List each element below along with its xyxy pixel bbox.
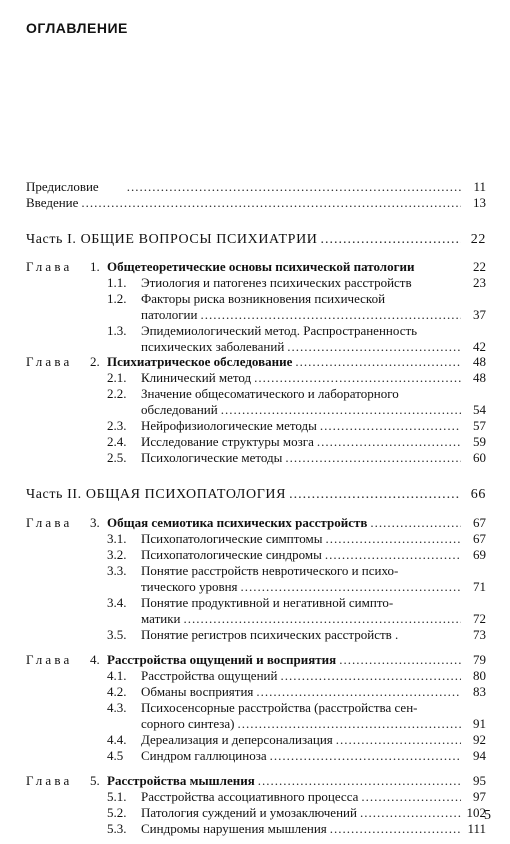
section-number: 4.3. (107, 700, 127, 715)
toc-page-number: 83 (473, 684, 486, 699)
toc-page-number: 102 (466, 805, 486, 820)
toc-page-number: 11 (473, 179, 486, 194)
leader-dots (280, 668, 461, 684)
section-number: 4.1. (107, 668, 127, 683)
toc-section-1-2-cont (141, 307, 464, 323)
section-number: 2.5. (107, 450, 127, 465)
toc-section-1-3[interactable] (141, 323, 464, 339)
toc-page-number: 22 (470, 232, 486, 247)
chapter-number: 5. (90, 773, 100, 788)
section-title: Синдромы нарушения мышления (141, 821, 327, 836)
section-title: Психологические методы (141, 450, 283, 465)
leader-dots (287, 339, 461, 355)
toc-section-3-3-cont (141, 579, 464, 595)
section-title: Факторы риска возникновения психической (141, 291, 386, 306)
toc-section-1-2[interactable] (141, 291, 464, 307)
page-title: ОГЛАВЛЕНИЕ (26, 20, 128, 36)
toc-page-number: 73 (473, 627, 486, 642)
section-title: Понятие расстройств невротического и психо- (141, 563, 399, 578)
toc-entry-label: Введение (26, 195, 79, 210)
section-title: обследований (141, 402, 218, 417)
section-title: Патология суждений и умозаключений (141, 805, 357, 820)
leader-dots (285, 450, 461, 466)
toc-page-number: 23 (473, 275, 486, 290)
toc-page-number: 57 (473, 418, 486, 433)
toc-page-number: 91 (473, 716, 486, 731)
section-number: 1.2. (107, 291, 127, 306)
toc-section-4-4[interactable] (141, 732, 464, 748)
section-title: Расстройства ощущений (141, 668, 278, 683)
toc-page-number: 48 (473, 354, 486, 369)
toc-section-3-4-cont (141, 611, 464, 627)
section-number: 2.1. (107, 370, 127, 385)
toc-section-1-3-cont (141, 339, 464, 355)
section-number: 3.5. (107, 627, 127, 642)
section-title: матики (141, 611, 181, 626)
leader-dots (289, 487, 461, 503)
leader-dots (238, 716, 461, 732)
section-number: 4.4. (107, 732, 127, 747)
toc-section-2-5[interactable] (141, 450, 464, 466)
chapter-prefix: Глава (26, 773, 73, 788)
toc-page-number: 60 (473, 450, 486, 465)
toc-section-2-2-cont (141, 402, 464, 418)
toc-entry-preface[interactable] (26, 179, 464, 195)
leader-dots (330, 821, 461, 837)
leader-dots (336, 732, 461, 748)
section-title: Исследование структуры мозга (141, 434, 314, 449)
section-title: Этиология и патогенез психических расстройств (141, 275, 412, 290)
leader-dots (325, 531, 461, 547)
section-number: 4.2. (107, 684, 127, 699)
toc-section-4-3-cont (141, 716, 464, 732)
leader-dots (256, 684, 461, 700)
toc-section-4-2[interactable] (141, 684, 464, 700)
leader-dots (258, 773, 461, 789)
section-title: Психопатологические симптомы (141, 531, 323, 546)
toc-chapter-5[interactable] (107, 773, 464, 789)
toc-part-label: Часть II. ОБЩАЯ ПСИХОПАТОЛОГИЯ (26, 487, 287, 502)
section-number: 1.1. (107, 275, 127, 290)
section-number: 2.4. (107, 434, 127, 449)
leader-dots (81, 195, 461, 211)
section-title: Психопатологические синдромы (141, 547, 322, 562)
leader-dots (361, 789, 461, 805)
chapter-prefix: Глава (26, 259, 73, 274)
section-title: патологии (141, 307, 198, 322)
chapter-number: 2. (90, 354, 100, 369)
toc-page-number: 66 (470, 487, 486, 502)
toc-part-label: Часть I. ОБЩИЕ ВОПРОСЫ ПСИХИАТРИИ (26, 232, 318, 247)
section-title: Понятие продуктивной и негативной симпто- (141, 595, 394, 610)
leader-dots (325, 547, 461, 563)
section-title: Эпидемиологический метод. Распространенность (141, 323, 418, 338)
toc-section-3-2[interactable] (141, 547, 464, 563)
toc-chapter-4[interactable] (107, 652, 464, 668)
leader-dots (360, 805, 461, 821)
toc-page-number: 111 (467, 821, 486, 836)
chapter-number: 1. (90, 259, 100, 274)
section-number: 4.5 (107, 748, 124, 763)
leader-dots (295, 354, 461, 370)
leader-dots (270, 748, 461, 764)
toc-page-number: 80 (473, 668, 486, 683)
leader-dots (339, 652, 461, 668)
section-number: 3.1. (107, 531, 127, 546)
chapter-number: 4. (90, 652, 100, 667)
toc-page-number: 59 (473, 434, 486, 449)
toc-page-number: 13 (473, 195, 486, 210)
toc-part-2[interactable] (26, 487, 464, 503)
section-title: Психосенсорные расстройства (расстройства сен- (141, 700, 418, 715)
toc-page-number: 71 (473, 579, 486, 594)
section-number: 1.3. (107, 323, 127, 338)
section-title: Дереализация и деперсонализация (141, 732, 333, 747)
toc-chapter-1[interactable] (107, 259, 464, 275)
toc-section-4-3[interactable] (141, 700, 464, 716)
chapter-prefix: Глава (26, 354, 73, 369)
toc-page-number: 42 (473, 339, 486, 354)
toc-page-number: 67 (473, 515, 486, 530)
section-number: 3.3. (107, 563, 127, 578)
chapter-title: Психиатрическое обследование (107, 354, 293, 369)
section-number: 5.3. (107, 821, 127, 836)
toc-section-3-1[interactable] (141, 531, 464, 547)
chapter-title: Общетеоретические основы психической патологии (107, 259, 415, 274)
toc-section-2-3[interactable] (141, 418, 464, 434)
toc-section-3-3[interactable] (141, 563, 464, 579)
section-title: Клинический метод (141, 370, 252, 385)
section-title: Понятие регистров психических расстройств . (141, 627, 399, 642)
chapter-prefix: Глава (26, 515, 73, 530)
section-title: сорного синтеза) (141, 716, 235, 731)
section-title: Синдром галлюциноза (141, 748, 267, 763)
section-title: Обманы восприятия (141, 684, 254, 699)
leader-dots (254, 370, 461, 386)
leader-dots (370, 515, 461, 531)
toc-page-number: 48 (473, 370, 486, 385)
section-number: 2.3. (107, 418, 127, 433)
section-number: 5.1. (107, 789, 127, 804)
toc-page-number: 79 (473, 652, 486, 667)
toc-section-4-5[interactable] (141, 748, 464, 764)
toc-section-4-1[interactable] (141, 668, 464, 684)
chapter-number: 3. (90, 515, 100, 530)
toc-chapter-2[interactable] (107, 354, 464, 370)
section-number: 3.4. (107, 595, 127, 610)
toc-part-1[interactable] (26, 232, 464, 248)
toc-page-number: 69 (473, 547, 486, 562)
chapter-prefix: Глава (26, 652, 73, 667)
chapter-title: Расстройства ощущений и восприятия (107, 652, 337, 667)
toc-section-2-1[interactable] (141, 370, 464, 386)
toc-section-1-1[interactable] (141, 275, 464, 291)
leader-dots (321, 232, 462, 248)
toc-section-3-5[interactable] (141, 627, 464, 643)
toc-page-number: 54 (473, 402, 486, 417)
leader-dots (127, 179, 461, 195)
toc-entry-label: Предисловие (26, 179, 99, 194)
toc-entry-introduction[interactable] (26, 195, 464, 211)
toc-page-number: 92 (473, 732, 486, 747)
section-title: тического уровня (141, 579, 238, 594)
leader-dots (200, 307, 461, 323)
section-title: Расстройства ассоциативного процесса (141, 789, 359, 804)
leader-dots (221, 402, 461, 418)
toc-page-number: 67 (473, 531, 486, 546)
leader-dots (241, 579, 461, 595)
leader-dots (317, 434, 461, 450)
leader-dots (320, 418, 461, 434)
page-number: 5 (484, 808, 491, 823)
section-number: 2.2. (107, 386, 127, 401)
leader-dots (183, 611, 461, 627)
toc-page-number: 94 (473, 748, 486, 763)
toc-page-number: 95 (473, 773, 486, 788)
toc-section-2-4[interactable] (141, 434, 464, 450)
section-title: Нейрофизиологические методы (141, 418, 317, 433)
toc-section-5-3[interactable] (141, 821, 464, 837)
toc-page-number: 97 (473, 789, 486, 804)
toc-section-3-4[interactable] (141, 595, 464, 611)
section-title: психических заболеваний (141, 339, 285, 354)
section-title: Значение общесоматического и лабораторного (141, 386, 399, 401)
toc-section-2-2[interactable] (141, 386, 464, 402)
toc-page-number: 72 (473, 611, 486, 626)
toc-section-5-2[interactable] (141, 805, 464, 821)
toc-page-number: 22 (473, 259, 486, 274)
toc-page-number: 37 (473, 307, 486, 322)
toc-section-5-1[interactable] (141, 789, 464, 805)
toc-chapter-3[interactable] (107, 515, 464, 531)
section-number: 3.2. (107, 547, 127, 562)
chapter-title: Расстройства мышления (107, 773, 255, 788)
chapter-title: Общая семиотика психических расстройств (107, 515, 368, 530)
section-number: 5.2. (107, 805, 127, 820)
